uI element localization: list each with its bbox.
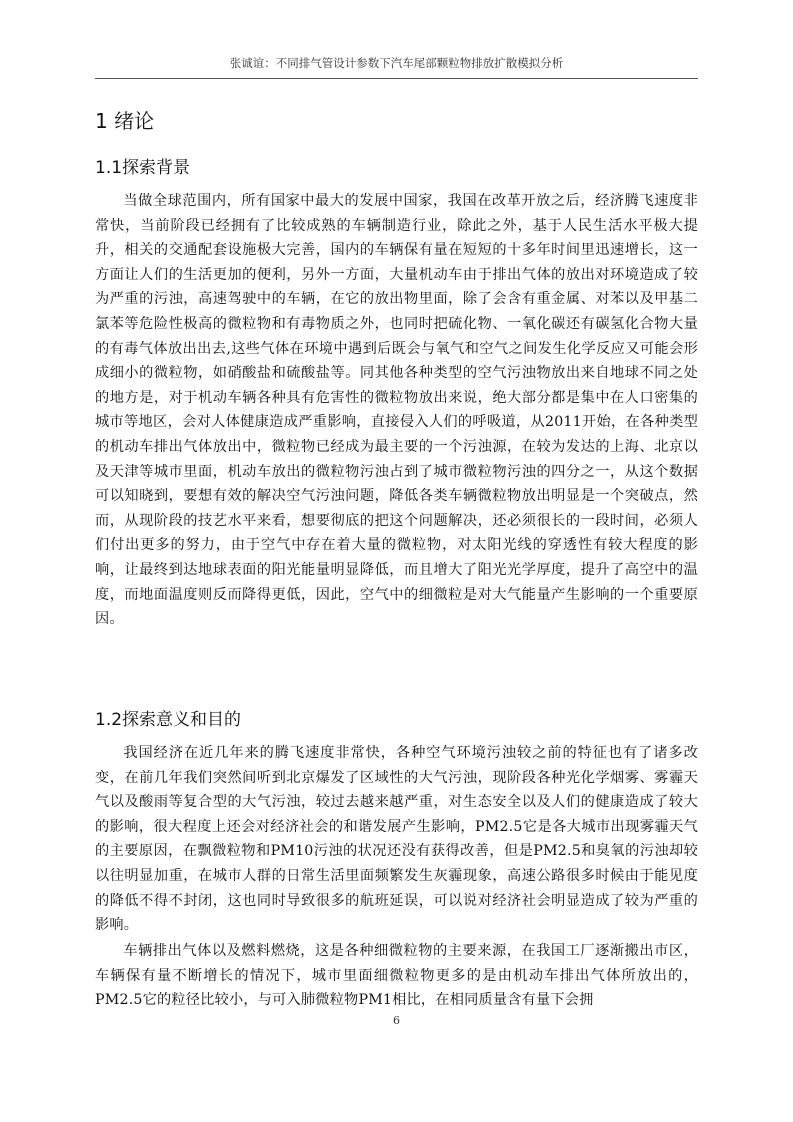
section-1-1-title: 1.1探索背景	[95, 158, 191, 178]
section-1-2-paragraph-2: 车辆排出气体以及燃料燃烧，这是各种细微粒物的主要来源，在我国工厂逐渐搬出市区，车辆保有量不断增长的情况下，城市里面细微粒物更多的是由机动车排出气体所放出的，PM2.5它的粒径比较小，与可入肺微粒物PM1相比，在相同质量含有量下会拥	[95, 943, 698, 1009]
page-number: 6	[393, 1014, 400, 1027]
running-header: 张诚谊：不同排气管设计参数下汽车尾部颗粒物排放扩散模拟分析	[229, 56, 564, 70]
chapter-title: 1 绪论	[95, 109, 155, 133]
section-1-2-title: 1.2探索意义和目的	[95, 710, 242, 730]
header-divider	[95, 78, 698, 79]
section-1-1-paragraph: 当做全球范围内，所有国家中最大的发展中国家，我国在改革开放之后，经济腾飞速度非常快，当前阶段已经拥有了比较成熟的车辆制造行业，除此之外，基于人民生活水平极大提升，相关的交通配套设施极大完善，国内的车辆保有量在短短的十多年时间里迅速增长，这一方面让人们的生活更加的便利，另外一方面，大量机动车由于排出气体的放出对环境造成了较为严重的污浊，高速驾驶中的车辆，在它的放出物里面，除了会含有重金属、对苯以及甲基二氯苯等危险性极高的微粒物和有毒物质之外，也同时把硫化物、一氧化碳还有碳氢化合物大量的有毒气体放出出去,这些气体在环境中遇到后既会与氧气和空气之间发生化学反应又可能会形成细小的微粒物，如硝酸盐和硫酸盐等。同其他各种类型的空气污浊物放出来自地球不同之处的地方是，对于机动车辆各种具有危害性的微粒物放出来说，绝大部分都是集中在人口密集的城市等地区，会对人体健康造成严重影响，直接侵入人们的呼吸道，从2011开始，在各种类型的机动车排出气体放出中，微粒物已经成为最主要的一个污浊源，在较为发达的上海、北京以及天津等城市里面，机动车放出的微粒物污浊占到了城市微粒物污浊的四分之一，从这个数据可以知晓到，要想有效的解决空气污浊问题，降低各类车辆微粒物放出明显是一个突破点，然而，从现阶段的技艺水平来看，想要彻底的把这个问题解决，还必须很长的一段时间，必须人们付出更多的努力，由于空气中存在着大量的微粒物，对太阳光线的穿透性有较大程度的影响，让最终到达地球表面的阳光能量明显降低，而且增大了阳光光学厚度，提升了高空中的温度，而地面温度则反而降得更低，因此，空气中的细微粒是对大气能量产生影响的一个重要原因。	[95, 193, 698, 628]
section-1-2-paragraph-1: 我国经济在近几年来的腾飞速度非常快，各种空气环境污浊较之前的特征也有了诸多改变，在前几年我们突然间听到北京爆发了区域性的大气污浊，现阶段各种光化学烟雾、雾霾天气以及酸雨等复合型的大气污浊，较过去越来越严重，对生态安全以及人们的健康造成了较大的影响，很大程度上还会对经济社会的和谐发展产生影响，PM2.5它是各大城市出现雾霾天气的主要原因，在飘微粒物和PM10污浊的状况还没有获得改善，但是PM2.5和臭氧的污浊却较以往明显加重，在城市人群的日常生活里面频繁发生灰霾现象，高速公路很多时候由于能见度的降低不得不封闭，这也同时导致很多的航班延误，可以说对经济社会明显造成了较为严重的影响。	[95, 745, 698, 934]
